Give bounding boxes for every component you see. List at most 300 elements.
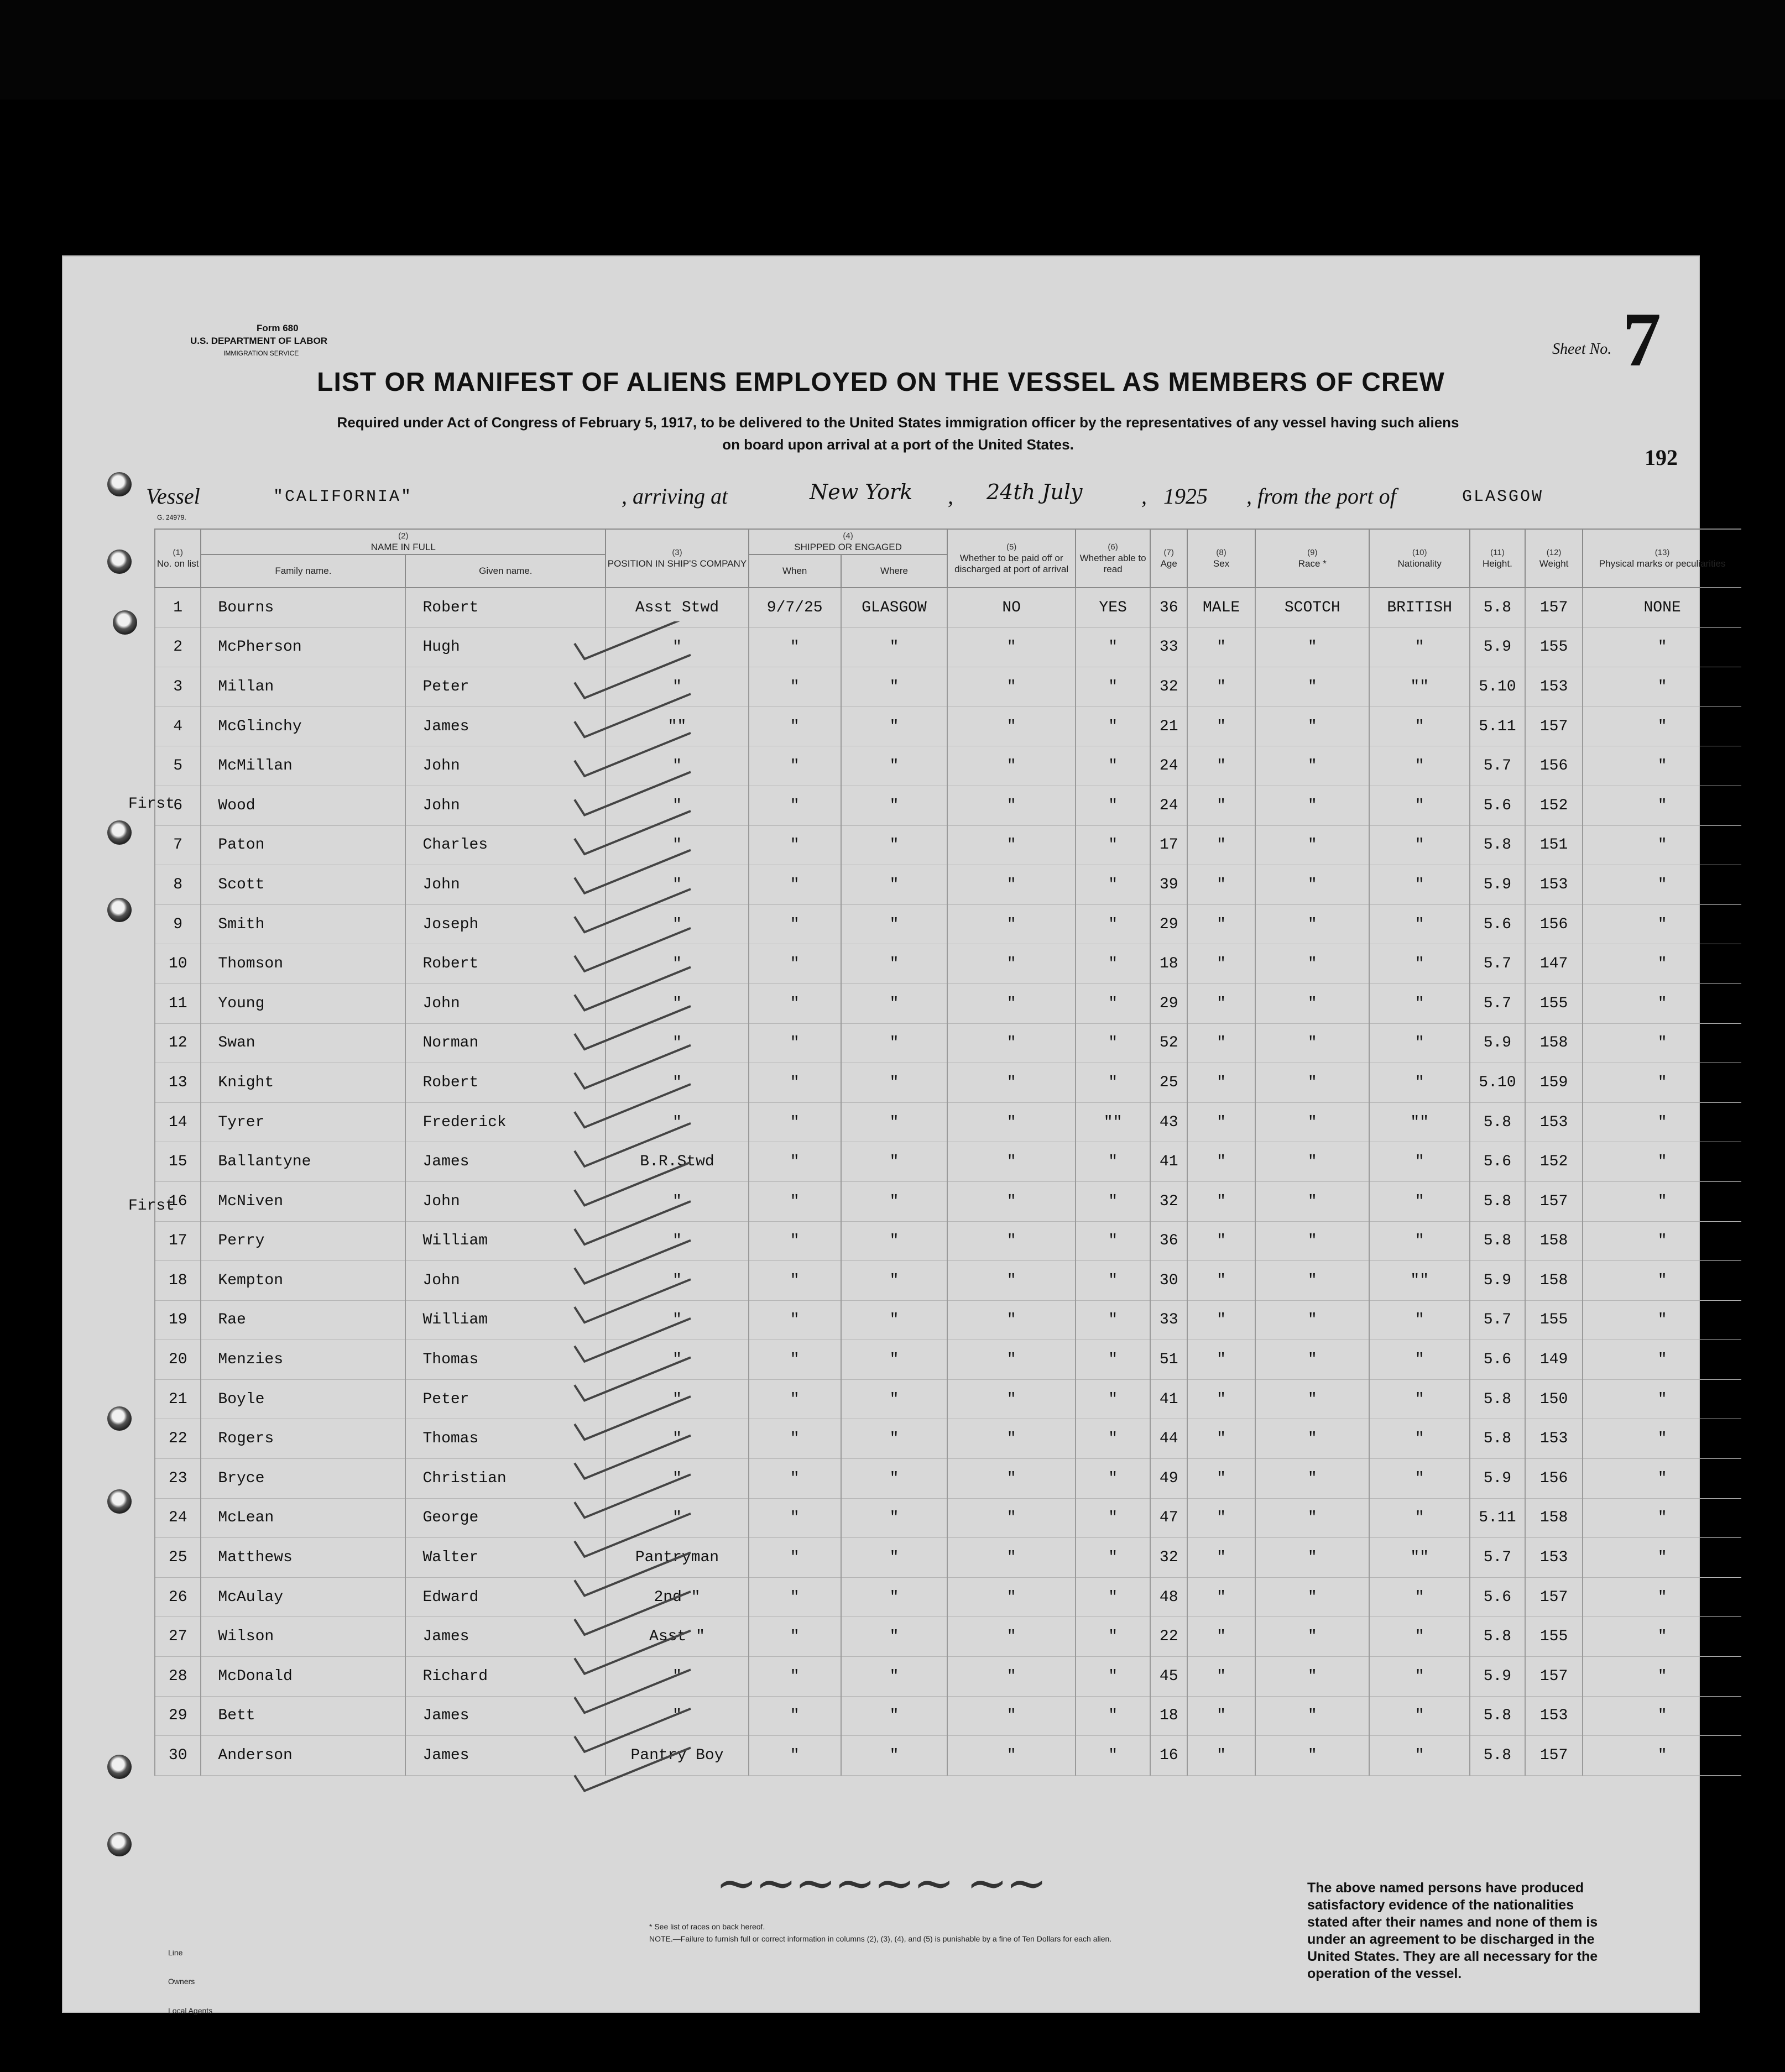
check-mark <box>575 1279 691 1322</box>
check-mark <box>575 621 691 659</box>
margin-mark: First <box>128 1197 175 1215</box>
sheet-label: Sheet No. <box>1552 341 1612 358</box>
position-cell: 2nd " <box>606 1577 749 1617</box>
position-cell: " <box>606 865 749 905</box>
age-cell: 32 <box>1150 1181 1187 1221</box>
weight-cell: 156 <box>1525 746 1583 786</box>
position-cell: " <box>606 825 749 865</box>
check-mark <box>575 1084 691 1127</box>
given-name-cell: Norman <box>405 1023 606 1063</box>
shipped-when-cell: " <box>749 667 841 707</box>
shipped-where-cell: " <box>841 667 948 707</box>
age-cell: 17 <box>1150 825 1187 865</box>
subtitle-line-2: on board upon arrival at a port of the United States. <box>722 436 1074 453</box>
row-number-cell: 4 <box>155 707 201 746</box>
given-name-cell: Richard <box>405 1657 606 1697</box>
able-to-read-cell: " <box>1076 1181 1151 1221</box>
height-cell: 5.6 <box>1470 786 1525 825</box>
shipped-when-cell: " <box>749 1102 841 1142</box>
position-cell: Asst Stwd <box>606 588 749 627</box>
sex-cell: " <box>1187 1023 1255 1063</box>
table-row <box>155 1261 1741 1301</box>
age-cell: 30 <box>1150 1261 1187 1301</box>
nationality-cell: " <box>1369 627 1469 667</box>
position-cell: " <box>606 1419 749 1459</box>
weight-cell: 157 <box>1525 1577 1583 1617</box>
nationality-cell: " <box>1369 707 1469 746</box>
given-name-cell: John <box>405 983 606 1023</box>
sex-cell: " <box>1187 1142 1255 1182</box>
weight-cell: 149 <box>1525 1340 1583 1380</box>
paid-off-cell: " <box>947 1736 1075 1776</box>
position-cell: " <box>606 1102 749 1142</box>
physical-marks-cell: " <box>1583 1142 1741 1182</box>
family-name-cell: Matthews <box>201 1538 405 1578</box>
sex-cell: " <box>1187 944 1255 984</box>
weight-cell: 155 <box>1525 627 1583 667</box>
shipped-when-cell: " <box>749 1657 841 1697</box>
given-name-cell: William <box>405 1221 606 1261</box>
nationality-cell: " <box>1369 1736 1469 1776</box>
race-cell: " <box>1255 1221 1369 1261</box>
physical-marks-cell: " <box>1583 1181 1741 1221</box>
row-number-cell: 6 <box>155 786 201 825</box>
age-cell: 21 <box>1150 707 1187 746</box>
position-cell: " <box>606 1459 749 1499</box>
nationality-cell: " <box>1369 746 1469 786</box>
able-to-read-cell: " <box>1076 944 1151 984</box>
weight-cell: 158 <box>1525 1498 1583 1538</box>
age-cell: 24 <box>1150 746 1187 786</box>
position-cell: Asst " <box>606 1617 749 1657</box>
shipped-when-cell: " <box>749 1617 841 1657</box>
sex-cell: " <box>1187 1498 1255 1538</box>
given-name-cell: Walter <box>405 1538 606 1578</box>
table-row <box>155 825 1741 865</box>
table-row <box>155 1459 1741 1499</box>
race-cell: " <box>1255 786 1369 825</box>
weight-cell: 158 <box>1525 1261 1583 1301</box>
race-cell: " <box>1255 1379 1369 1419</box>
given-name-cell: Peter <box>405 667 606 707</box>
race-cell: SCOTCH <box>1255 588 1369 627</box>
weight-cell: 156 <box>1525 1459 1583 1499</box>
race-cell: " <box>1255 865 1369 905</box>
row-number-cell: 16 <box>155 1181 201 1221</box>
shipped-when-cell: " <box>749 1498 841 1538</box>
footer-line-label: Line <box>168 1948 183 1957</box>
able-to-read-cell: " <box>1076 1300 1151 1340</box>
check-mark <box>575 1514 691 1557</box>
check-mark <box>575 694 691 737</box>
weight-cell: 153 <box>1525 1696 1583 1736</box>
height-cell: 5.10 <box>1470 667 1525 707</box>
position-cell: " <box>606 786 749 825</box>
given-name-cell: Thomas <box>405 1340 606 1380</box>
position-cell: " <box>606 1221 749 1261</box>
col-shipped: (4) SHIPPED OR ENGAGED <box>749 529 948 554</box>
dark-border <box>0 0 1785 100</box>
physical-marks-cell: " <box>1583 1538 1741 1578</box>
age-cell: 18 <box>1150 1696 1187 1736</box>
able-to-read-cell: " <box>1076 627 1151 667</box>
able-to-read-cell: " <box>1076 983 1151 1023</box>
able-to-read-cell: " <box>1076 786 1151 825</box>
able-to-read-cell: " <box>1076 1617 1151 1657</box>
age-cell: 41 <box>1150 1142 1187 1182</box>
given-name-cell: Joseph <box>405 904 606 944</box>
family-name-cell: Knight <box>201 1063 405 1103</box>
family-name-cell: Ballantyne <box>201 1142 405 1182</box>
shipped-when-cell: " <box>749 1261 841 1301</box>
shipped-when-cell: " <box>749 825 841 865</box>
able-to-read-cell: " <box>1076 825 1151 865</box>
row-number-cell: 2 <box>155 627 201 667</box>
sex-cell: " <box>1187 1459 1255 1499</box>
footer-agents-label: Local Agents <box>168 2006 213 2015</box>
nationality-cell: "" <box>1369 667 1469 707</box>
table-row <box>155 1617 1741 1657</box>
nationality-cell: " <box>1369 1181 1469 1221</box>
position-cell: " <box>606 983 749 1023</box>
nationality-cell: " <box>1369 1379 1469 1419</box>
paid-off-cell: " <box>947 983 1075 1023</box>
shipped-when-cell: " <box>749 1300 841 1340</box>
able-to-read-cell: " <box>1076 1261 1151 1301</box>
race-cell: " <box>1255 1577 1369 1617</box>
family-name-cell: McGlinchy <box>201 707 405 746</box>
stamped-page-number: 192 <box>1645 445 1678 470</box>
row-number-cell: 20 <box>155 1340 201 1380</box>
race-cell: " <box>1255 904 1369 944</box>
shipped-where-cell: " <box>841 1300 948 1340</box>
height-cell: 5.11 <box>1470 1498 1525 1538</box>
able-to-read-cell: " <box>1076 1736 1151 1776</box>
weight-cell: 158 <box>1525 1023 1583 1063</box>
shipped-where-cell: GLASGOW <box>841 588 948 627</box>
check-marks <box>569 621 702 1843</box>
nationality-cell: " <box>1369 1340 1469 1380</box>
weight-cell: 152 <box>1525 1142 1583 1182</box>
check-mark <box>575 928 691 971</box>
paid-off-cell: " <box>947 1379 1075 1419</box>
position-cell: " <box>606 904 749 944</box>
col-position: (3) POSITION IN SHIP'S COMPANY <box>606 529 749 588</box>
nationality-cell: " <box>1369 1498 1469 1538</box>
weight-cell: 158 <box>1525 1221 1583 1261</box>
row-number-cell: 8 <box>155 865 201 905</box>
height-cell: 5.8 <box>1470 1617 1525 1657</box>
given-name-cell: James <box>405 1617 606 1657</box>
table-row <box>155 1657 1741 1697</box>
race-cell: " <box>1255 1181 1369 1221</box>
race-cell: " <box>1255 1736 1369 1776</box>
height-cell: 5.6 <box>1470 1340 1525 1380</box>
physical-marks-cell: " <box>1583 1657 1741 1697</box>
age-cell: 52 <box>1150 1023 1187 1063</box>
height-cell: 5.9 <box>1470 865 1525 905</box>
physical-marks-cell: " <box>1583 1023 1741 1063</box>
given-name-cell: John <box>405 1181 606 1221</box>
family-name-cell: Boyle <box>201 1379 405 1419</box>
check-mark <box>575 1436 691 1479</box>
paid-off-cell: " <box>947 1221 1075 1261</box>
shipped-when-cell: " <box>749 1736 841 1776</box>
shipped-where-cell: " <box>841 1696 948 1736</box>
col-name: (2) NAME IN FULL <box>201 529 606 554</box>
height-cell: 5.11 <box>1470 707 1525 746</box>
position-cell: " <box>606 1261 749 1301</box>
vessel-label: Vessel <box>146 484 200 509</box>
shipped-where-cell: " <box>841 865 948 905</box>
row-number-cell: 22 <box>155 1419 201 1459</box>
nationality-cell: " <box>1369 944 1469 984</box>
vessel-line: Vessel "CALIFORNIA" , arriving at New York , 24th July , 1925 , from the port of GLASGOW <box>146 480 1544 509</box>
sex-cell: " <box>1187 746 1255 786</box>
shipped-where-cell: " <box>841 983 948 1023</box>
check-mark <box>575 1474 691 1518</box>
shipped-where-cell: " <box>841 1063 948 1103</box>
height-cell: 5.8 <box>1470 1419 1525 1459</box>
paid-off-cell: " <box>947 1657 1075 1697</box>
table-row <box>155 944 1741 984</box>
sex-cell: " <box>1187 1379 1255 1419</box>
able-to-read-cell: " <box>1076 746 1151 786</box>
vessel-name: "CALIFORNIA" <box>273 488 413 506</box>
race-cell: " <box>1255 627 1369 667</box>
position-cell: " <box>606 1300 749 1340</box>
col-paid-off: (5) Whether to be paid off or discharged at port of arrival <box>947 529 1075 588</box>
race-cell: " <box>1255 983 1369 1023</box>
shipped-where-cell: " <box>841 1379 948 1419</box>
table-row <box>155 1419 1741 1459</box>
table-row <box>155 588 1741 627</box>
table-row <box>155 627 1741 667</box>
col-nationality: (10) Nationality <box>1369 529 1469 588</box>
family-name-cell: Young <box>201 983 405 1023</box>
sex-cell: " <box>1187 786 1255 825</box>
row-number-cell: 25 <box>155 1538 201 1578</box>
sex-cell: " <box>1187 1340 1255 1380</box>
paid-off-cell: " <box>947 1498 1075 1538</box>
weight-cell: 153 <box>1525 1419 1583 1459</box>
col-race: (9) Race * <box>1255 529 1369 588</box>
row-number-cell: 17 <box>155 1221 201 1261</box>
paid-off-cell: " <box>947 786 1075 825</box>
sex-cell: " <box>1187 707 1255 746</box>
race-cell: " <box>1255 1261 1369 1301</box>
nationality-cell: " <box>1369 983 1469 1023</box>
position-cell: " <box>606 627 749 667</box>
age-cell: 29 <box>1150 983 1187 1023</box>
row-number-cell: 28 <box>155 1657 201 1697</box>
age-cell: 25 <box>1150 1063 1187 1103</box>
sex-cell: " <box>1187 1063 1255 1103</box>
check-mark <box>575 1631 691 1674</box>
weight-cell: 157 <box>1525 588 1583 627</box>
col-age: (7) Age <box>1150 529 1187 588</box>
table-row <box>155 904 1741 944</box>
position-cell: " <box>606 1340 749 1380</box>
family-name-cell: McAulay <box>201 1577 405 1617</box>
table-row <box>155 1142 1741 1182</box>
table-row <box>155 1300 1741 1340</box>
shipped-where-cell: " <box>841 1459 948 1499</box>
nationality-cell: "" <box>1369 1261 1469 1301</box>
sex-cell: " <box>1187 1617 1255 1657</box>
race-cell: " <box>1255 825 1369 865</box>
race-cell: " <box>1255 1696 1369 1736</box>
col-read: (6) Whether able to read <box>1076 529 1151 588</box>
shipped-where-cell: " <box>841 1538 948 1578</box>
family-name-cell: McDonald <box>201 1657 405 1697</box>
physical-marks-cell: " <box>1583 1340 1741 1380</box>
nationality-cell: "" <box>1369 1102 1469 1142</box>
physical-marks-cell: " <box>1583 707 1741 746</box>
row-number-cell: 19 <box>155 1300 201 1340</box>
row-number-cell: 11 <box>155 983 201 1023</box>
race-cell: " <box>1255 746 1369 786</box>
age-cell: 32 <box>1150 667 1187 707</box>
position-cell: " <box>606 1696 749 1736</box>
race-cell: " <box>1255 1538 1369 1578</box>
manifest-sheet <box>62 255 1726 2015</box>
row-number-cell: 30 <box>155 1736 201 1776</box>
age-cell: 44 <box>1150 1419 1187 1459</box>
nationality-cell: " <box>1369 1142 1469 1182</box>
shipped-where-cell: " <box>841 1498 948 1538</box>
weight-cell: 157 <box>1525 1736 1583 1776</box>
table-row <box>155 1538 1741 1578</box>
height-cell: 5.8 <box>1470 1221 1525 1261</box>
family-name-cell: McNiven <box>201 1181 405 1221</box>
age-cell: 36 <box>1150 1221 1187 1261</box>
weight-cell: 153 <box>1525 865 1583 905</box>
sex-cell: " <box>1187 1419 1255 1459</box>
nationality-cell: " <box>1369 786 1469 825</box>
check-mark <box>575 1709 691 1752</box>
able-to-read-cell: " <box>1076 904 1151 944</box>
col-where: Where <box>841 554 948 588</box>
race-cell: " <box>1255 1300 1369 1340</box>
physical-marks-cell: NONE <box>1583 588 1741 627</box>
able-to-read-cell: " <box>1076 1340 1151 1380</box>
shipped-where-cell: " <box>841 1142 948 1182</box>
paid-off-cell: " <box>947 707 1075 746</box>
shipped-when-cell: " <box>749 1063 841 1103</box>
height-cell: 5.9 <box>1470 1657 1525 1697</box>
family-name-cell: Bryce <box>201 1459 405 1499</box>
shipped-when-cell: " <box>749 746 841 786</box>
form-header <box>190 322 411 360</box>
height-cell: 5.8 <box>1470 1736 1525 1776</box>
sex-cell: " <box>1187 1657 1255 1697</box>
height-cell: 5.9 <box>1470 1459 1525 1499</box>
col-sex: (8) Sex <box>1187 529 1255 588</box>
check-mark <box>575 655 691 698</box>
shipped-where-cell: " <box>841 1657 948 1697</box>
check-mark <box>575 1045 691 1089</box>
physical-marks-cell: " <box>1583 1498 1741 1538</box>
sex-cell: " <box>1187 1300 1255 1340</box>
check-mark <box>575 772 691 815</box>
given-name-cell: Robert <box>405 588 606 627</box>
given-name-cell: Edward <box>405 1577 606 1617</box>
paid-off-cell: " <box>947 1419 1075 1459</box>
paid-off-cell: " <box>947 1102 1075 1142</box>
age-cell: 39 <box>1150 865 1187 905</box>
given-name-cell: John <box>405 865 606 905</box>
able-to-read-cell: " <box>1076 1023 1151 1063</box>
table-row <box>155 1736 1741 1776</box>
race-cell: " <box>1255 1419 1369 1459</box>
physical-marks-cell: " <box>1583 1736 1741 1776</box>
family-name-cell: Perry <box>201 1221 405 1261</box>
age-cell: 24 <box>1150 786 1187 825</box>
row-number-cell: 13 <box>155 1063 201 1103</box>
given-name-cell: John <box>405 1261 606 1301</box>
given-name-cell: Peter <box>405 1379 606 1419</box>
row-number-cell: 5 <box>155 746 201 786</box>
age-cell: 33 <box>1150 627 1187 667</box>
row-number-cell: 1 <box>155 588 201 627</box>
paid-off-cell: " <box>947 825 1075 865</box>
physical-marks-cell: " <box>1583 825 1741 865</box>
nationality-cell: BRITISH <box>1369 588 1469 627</box>
nationality-cell: " <box>1369 1577 1469 1617</box>
shipped-when-cell: " <box>749 904 841 944</box>
footnote <box>649 1921 1534 1945</box>
physical-marks-cell: " <box>1583 667 1741 707</box>
able-to-read-cell: " <box>1076 1142 1151 1182</box>
family-name-cell: Scott <box>201 865 405 905</box>
height-cell: 5.6 <box>1470 904 1525 944</box>
physical-marks-cell: " <box>1583 1577 1741 1617</box>
row-number-cell: 12 <box>155 1023 201 1063</box>
shipped-where-cell: " <box>841 707 948 746</box>
weight-cell: 155 <box>1525 983 1583 1023</box>
given-name-cell: Thomas <box>405 1419 606 1459</box>
sex-cell: MALE <box>1187 588 1255 627</box>
age-cell: 41 <box>1150 1379 1187 1419</box>
given-name-cell: John <box>405 786 606 825</box>
table-row <box>155 1696 1741 1736</box>
shipped-when-cell: " <box>749 1221 841 1261</box>
nationality-cell: " <box>1369 1696 1469 1736</box>
paid-off-cell: " <box>947 944 1075 984</box>
sex-cell: " <box>1187 865 1255 905</box>
shipped-when-cell: " <box>749 1696 841 1736</box>
weight-cell: 151 <box>1525 825 1583 865</box>
height-cell: 5.7 <box>1470 746 1525 786</box>
family-name-cell: Smith <box>201 904 405 944</box>
shipped-when-cell: " <box>749 1181 841 1221</box>
physical-marks-cell: " <box>1583 1419 1741 1459</box>
signature: ~~~~~~ ~~ <box>716 1854 1045 1912</box>
shipped-when-cell: " <box>749 1538 841 1578</box>
paid-off-cell: " <box>947 1261 1075 1301</box>
paid-off-cell: " <box>947 1696 1075 1736</box>
row-number-cell: 29 <box>155 1696 201 1736</box>
shipped-when-cell: " <box>749 1419 841 1459</box>
shipped-where-cell: " <box>841 1023 948 1063</box>
shipped-when-cell: " <box>749 983 841 1023</box>
able-to-read-cell: " <box>1076 1419 1151 1459</box>
shipped-where-cell: " <box>841 1736 948 1776</box>
paid-off-cell: " <box>947 1181 1075 1221</box>
race-cell: " <box>1255 944 1369 984</box>
check-mark <box>575 1670 691 1713</box>
